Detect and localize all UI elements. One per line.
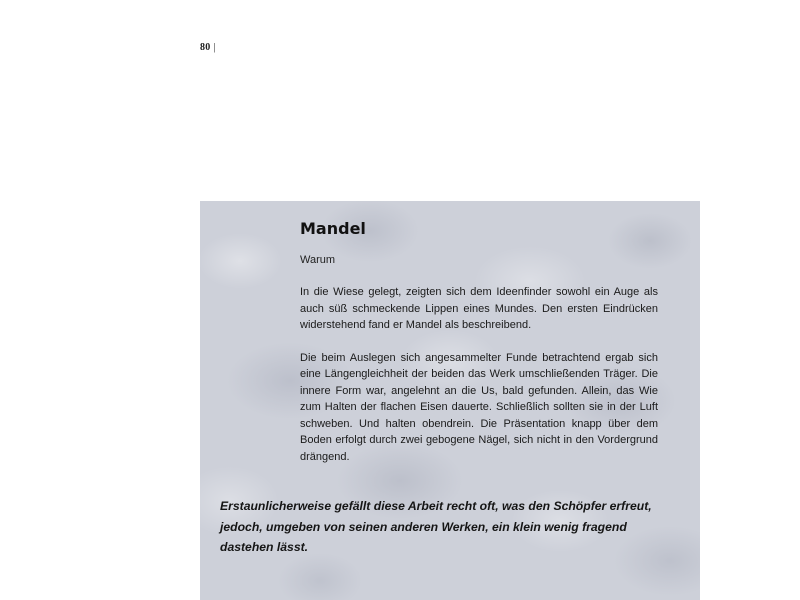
article-body [300,219,658,481]
page-header [200,42,216,53]
closing-statement: Erstaunlicherweise gefällt diese Arbeit recht oft, was den Schöpfer erfreut, jedoch, umgeben von seinen anderen Werken, ein klein wenig fragend dastehen lässt. [220,499,652,554]
page-number: 80 [200,42,211,53]
page-number-separator: | [213,42,216,53]
article-paragraph: Die beim Auslegen sich angesammelter Funde betrachtend ergab sich eine Längengleichheit der beiden das Werk umschließenden Träger. Die innere Form war, angelehnt an die Us, bald gefunden. Allein, das Wie zum Halten der flachen Eisen dauerte. Schließlich sollten sie in der Luft schweben. Und halten obendrein. Die Präsentation knapp über dem Boden erfolgt durch zwei gebogene Nägel, sich nicht in den Vordergrund drängend. [300,351,658,463]
article-panel [200,201,700,600]
article-title: Mandel [300,219,366,238]
article-paragraph: In die Wiese gelegt, zeigten sich dem Ideenfinder sowohl ein Auge als auch süß schmeckende Lippen eines Mundes. Den ersten Eindrücken widerstehend fand er Mandel als beschreibend. [300,286,658,331]
article-subtitle: Warum [300,254,336,266]
